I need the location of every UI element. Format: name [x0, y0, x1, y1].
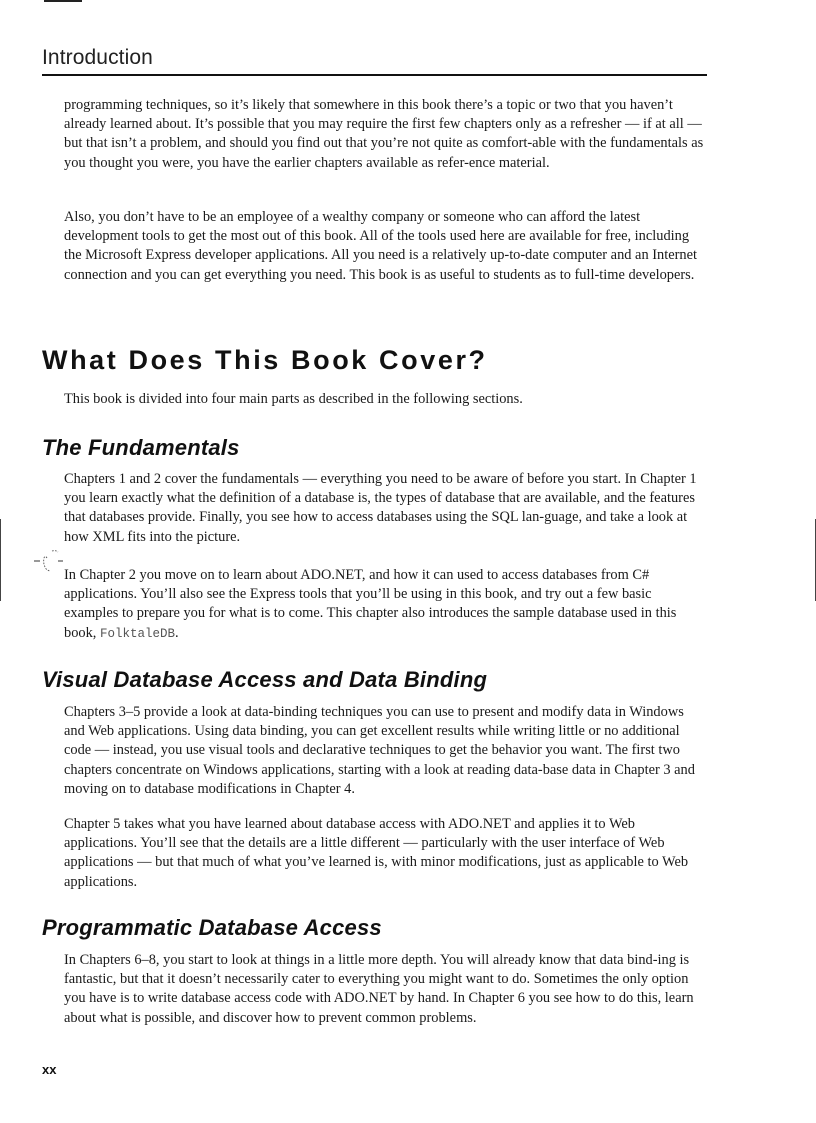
header-rule: [42, 74, 707, 76]
section-heading-book-cover: What Does This Book Cover?: [42, 345, 488, 375]
subheading-fundamentals: The Fundamentals: [42, 435, 240, 460]
fundamentals-paragraph-2-text: In Chapter 2 you move on to learn about ADO.NET, and how it can used to access databases from C# applications. You’ll also see the Express tools that you’ll be using in this book, and try out a few basic examples to prepare you for what is to come. This chapter also introduces the sample database used in this book,: [64, 567, 677, 641]
left-margin-line: [0, 519, 1, 601]
subheading-visual-database-access: Visual Database Access and Data Binding: [42, 667, 488, 692]
margin-mark-icon: [32, 548, 66, 578]
visual-paragraph-2: Chapter 5 takes what you have learned about database access with ADO.NET and applies it to Web applications. You’ll see that the details are a little different — particularly with the user interface of Web applications — but that much of what you’ve learned is, with minor modifications, just as applicable to Web applications.: [64, 816, 689, 890]
database-name-code: FolktaleDB: [99, 626, 175, 641]
fundamentals-paragraph-1: Chapters 1 and 2 cover the fundamentals — everything you need to be aware of before you start. In Chapter 1 you learn exactly what the definition of a database is, the types of database that are available, and the features that databases provide. Finally, you see how to access databases using the SQL lan-guage, and take a look at how XML fits into the picture.: [64, 471, 697, 545]
intro-paragraph-1: programming techniques, so it’s likely that somewhere in this book there’s a topic or two that you haven’t already learned about. It’s possible that you may require the first few chapters only as a refresher — if at all — but that isn’t a problem, and should you find out that you’re not quite as comfort-able with the fundamentals as you thought you were, you have the earlier chapters available as refer-ence material.: [64, 97, 704, 171]
fundamentals-paragraph-2: [64, 566, 706, 644]
page-number: xx: [42, 1062, 57, 1077]
visual-paragraph-1: Chapters 3–5 provide a look at data-binding techniques you can use to present and modify data in Windows and Web applications. Using data binding, you can get excellent results while writing little or no additional code — instead, you use visual tools and declarative techniques to get the behavior you want. The first two chapters concentrate on Windows applications, starting with a look at reading data-base data in Chapter 3 and moving on to database modifications in Chapter 4.: [64, 704, 695, 797]
top-crop-mark: [44, 0, 82, 2]
fundamentals-paragraph-2-end: .: [175, 624, 179, 641]
intro-paragraph-2: Also, you don’t have to be an employee of a wealthy company or someone who can afford the latest development tools to get the most out of this book. All of the tools used here are available for free, including the Microsoft Express developer applications. All you need is a relatively up-to-date computer and an Internet connection and you can get everything you need. This book is as useful to students as to full-time developers.: [64, 209, 697, 283]
subheading-programmatic-database-access: Programmatic Database Access: [42, 915, 382, 940]
cover-paragraph: This book is divided into four main parts as described in the following sections.: [64, 391, 523, 407]
programmatic-paragraph-1: In Chapters 6–8, you start to look at things in a little more depth. You will already know that data bind-ing is fantastic, but that it doesn’t necessarily cater to everything you might want to do. Sometimes the only option you have is to write database access code with ADO.NET by hand. In Chapter 6 you see how to do this, learn about what is possible, and discover how to prevent common problems.: [64, 952, 694, 1026]
running-header: Introduction: [42, 46, 153, 69]
